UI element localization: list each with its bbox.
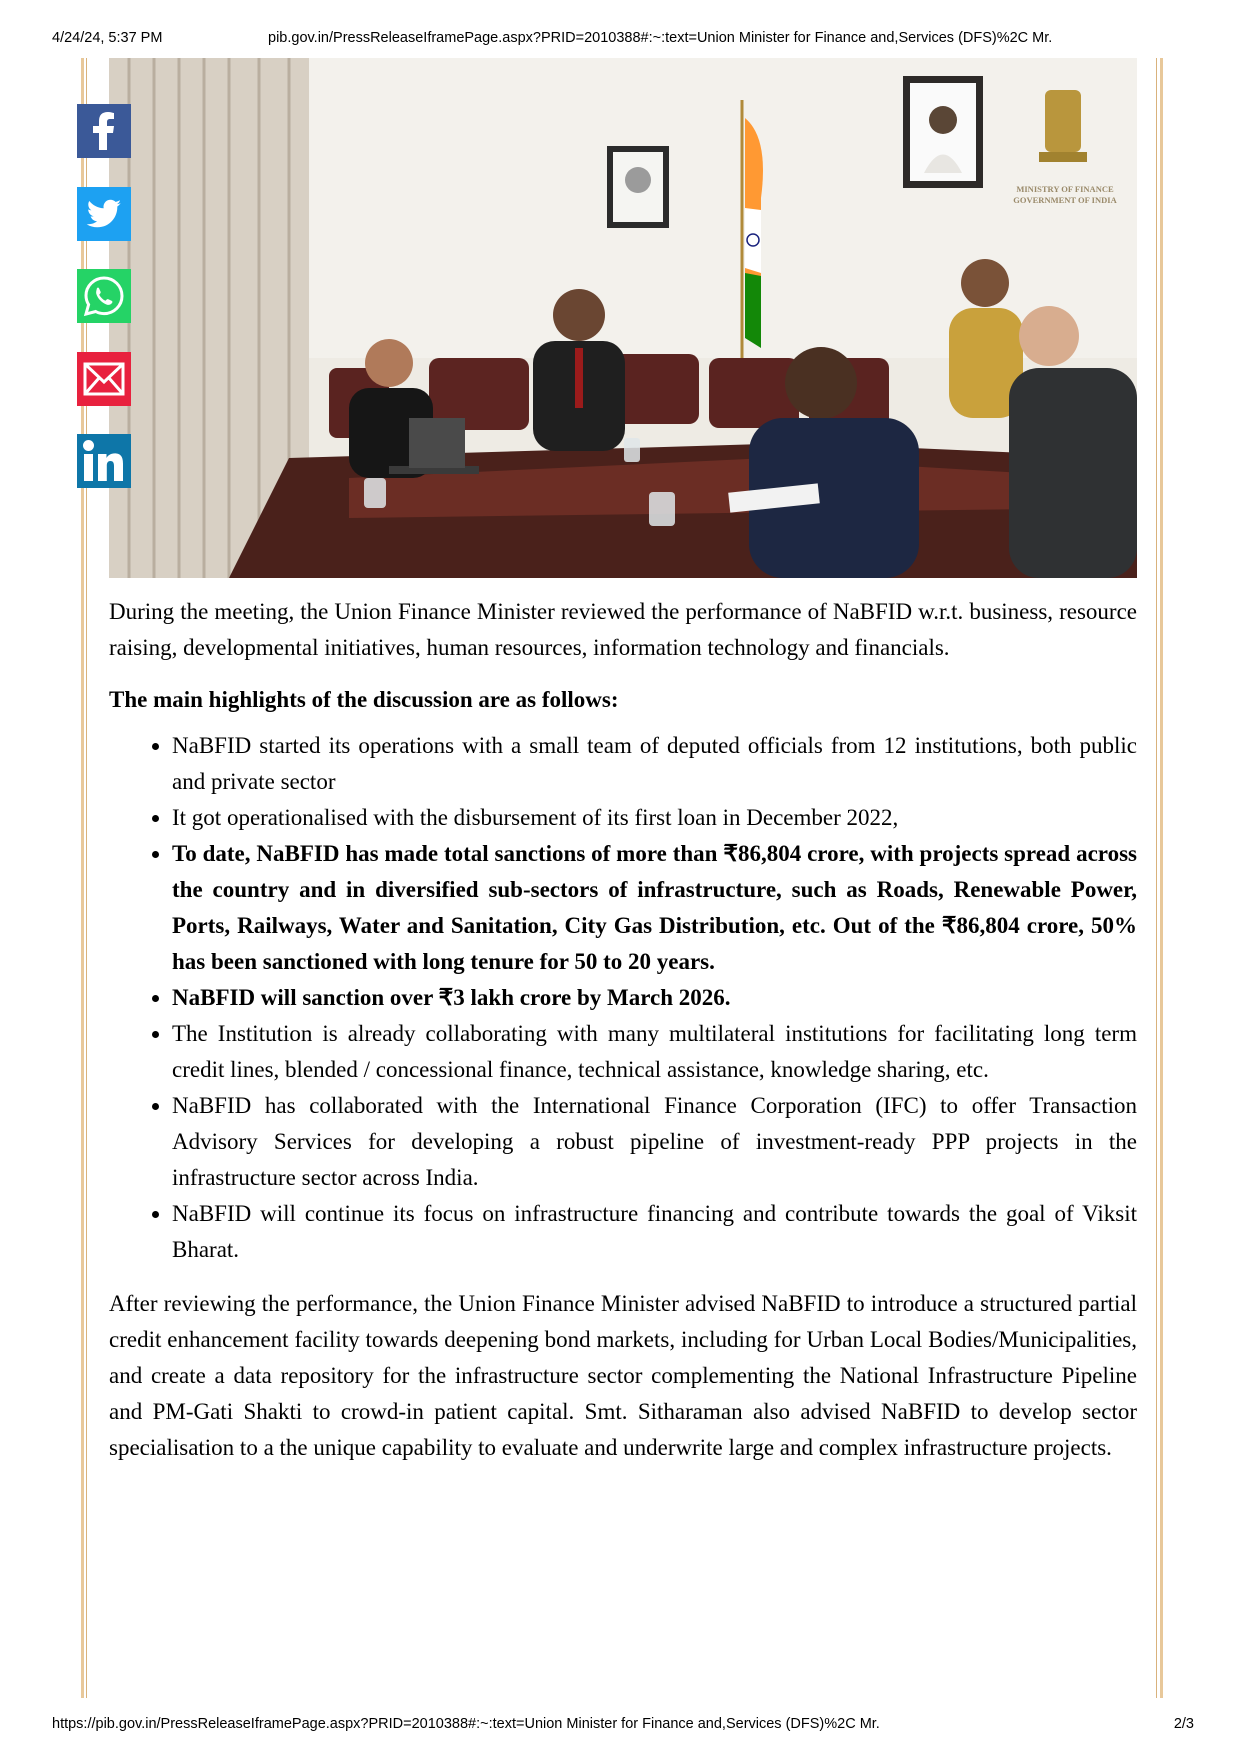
twitter-share-button[interactable] xyxy=(77,187,131,241)
wall-sign-line1: MINISTRY OF FINANCE xyxy=(1016,184,1114,194)
whatsapp-icon xyxy=(77,269,131,323)
highlight-item: • The Institution is already collaborating with many multilateral institutions for facilitating long term credit lines, blended / concessional finance, technical assistance, knowledge sharing, etc. xyxy=(172,1016,1137,1088)
highlight-item: • NaBFID started its operations with a small team of deputed officials from 12 institutions, both public and private sector xyxy=(172,728,1137,800)
email-icon xyxy=(77,352,131,406)
closing-paragraph: After reviewing the performance, the Union Finance Minister advised NaBFID to introduce a structured partial credit enhancement facility towards deepening bond markets, including for Urban Local Bodies/Municipalities, and create a data repository for the infrastructure sector complementing the National Infrastructure Pipeline and PM-Gati Shakti to crowd-in patient capital. Smt. Sitharaman also advised NaBFID to develop sector specialisation to a the unique capability to evaluate and underwrite large and complex infrastructure projects. xyxy=(109,1291,1137,1460)
email-share-button[interactable] xyxy=(77,352,131,406)
facebook-share-button[interactable] xyxy=(77,104,131,158)
print-datetime: 4/24/24, 5:37 PM xyxy=(52,30,163,46)
right-border xyxy=(1160,58,1163,1698)
page-number: 2/3 xyxy=(1173,1716,1194,1732)
linkedin-icon xyxy=(77,434,131,488)
linkedin-share-button[interactable] xyxy=(77,434,131,488)
meeting-photo xyxy=(109,58,1137,578)
print-url: pib.gov.in/PressReleaseIframePage.aspx?PRID=2010388#:~:text=Union Minister for Finance and,Services (DFS)%2C Mr. xyxy=(268,30,1053,46)
intro-paragraph: During the meeting, the Union Finance Minister reviewed the performance of NaBFID w.r.t. business, resource raising, developmental initiatives, human resources, information technology and financials. xyxy=(109,599,1137,660)
highlight-item: • It got operationalised with the disbursement of its first loan in December 2022, xyxy=(172,800,1137,836)
twitter-icon xyxy=(77,187,131,241)
wall-sign-line2: GOVERNMENT OF INDIA xyxy=(1013,195,1117,205)
highlight-item: • NaBFID will sanction over ₹3 lakh crore by March 2026. xyxy=(172,980,1137,1016)
facebook-icon xyxy=(77,104,131,158)
highlights-list xyxy=(109,728,1137,1268)
highlight-item: • NaBFID will continue its focus on infrastructure financing and contribute towards the goal of Viksit Bharat. xyxy=(172,1196,1137,1268)
highlight-item: • NaBFID has collaborated with the International Finance Corporation (IFC) to offer Transaction Advisory Services for developing a robust pipeline of investment-ready PPP projects in the infrastructure sector across India. xyxy=(172,1088,1137,1196)
highlight-item: • To date, NaBFID has made total sanctions of more than ₹86,804 crore, with projects spread across the country and in diversified sub-sectors of infrastructure, such as Roads, Renewable Power, Ports, Railways, Water and Sanitation, City Gas Distribution, etc. Out of the ₹86,804 crore, 50% has been sanctioned with long tenure for 50 to 20 years. xyxy=(172,836,1137,980)
right-border-inner xyxy=(1156,58,1157,1698)
footer-url: https://pib.gov.in/PressReleaseIframePage.aspx?PRID=2010388#:~:text=Union Minister for Finance and,Services (DFS)%2C Mr. xyxy=(52,1716,880,1732)
whatsapp-share-button[interactable] xyxy=(77,269,131,323)
article-body xyxy=(109,594,1137,1482)
highlights-heading: The main highlights of the discussion are as follows: xyxy=(109,687,619,712)
